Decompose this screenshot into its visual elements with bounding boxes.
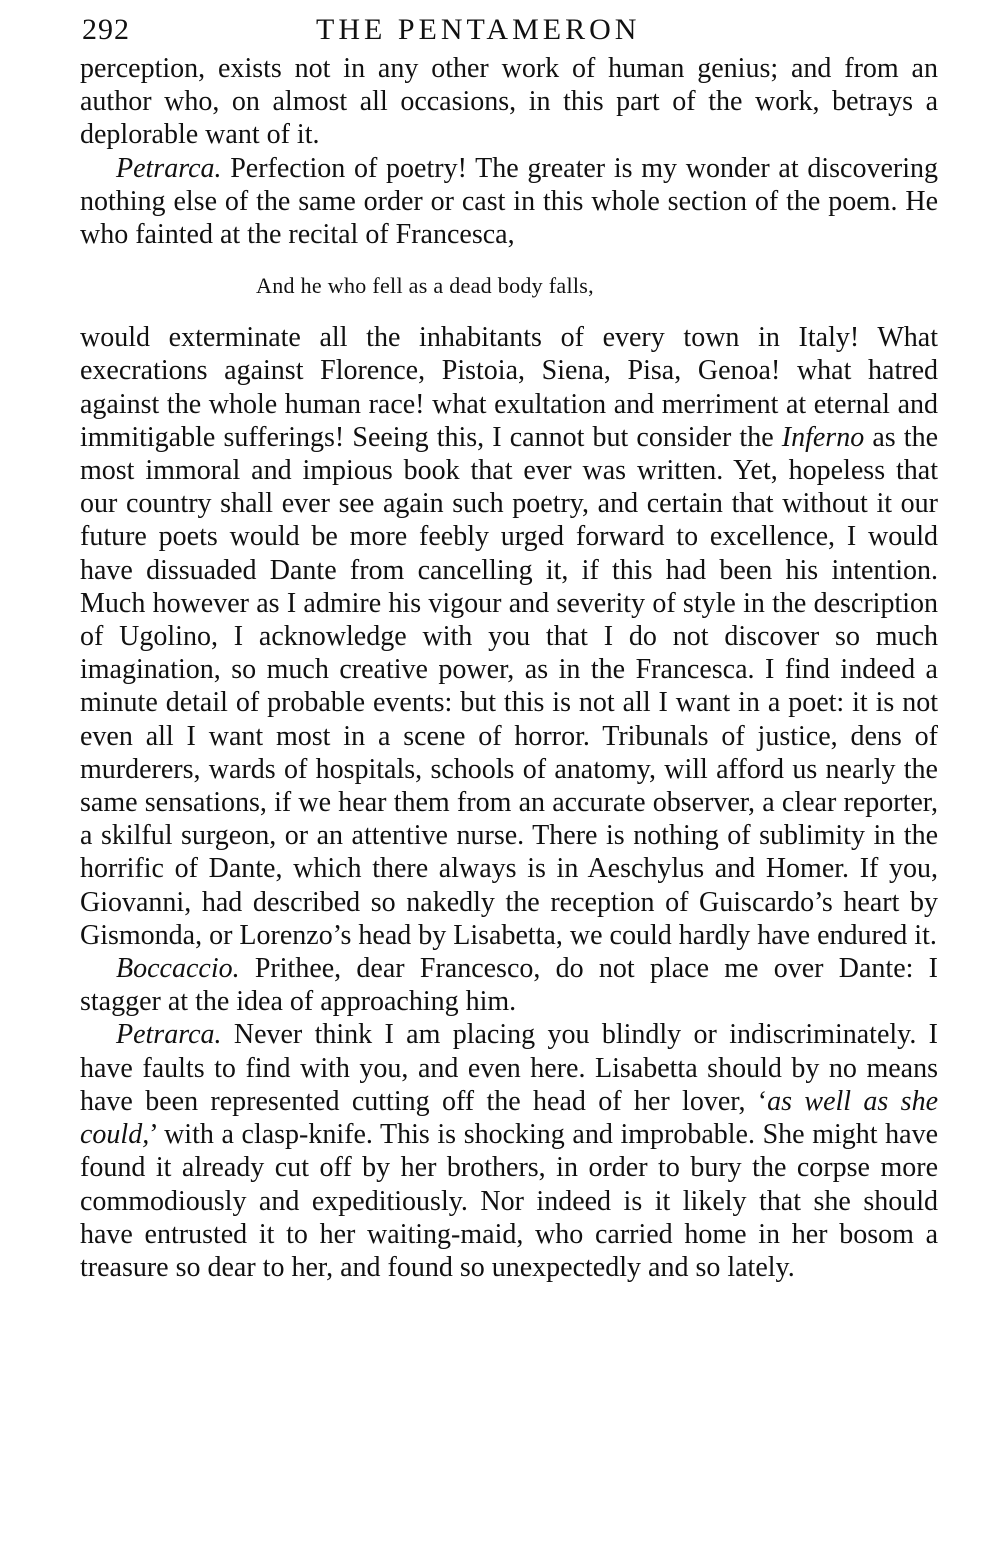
paragraph-text: Prithee, dear Francesco, do not place me over Dante: I stagger at the idea of approaching him.: [80, 953, 938, 1018]
paragraph-petrarca-1: [80, 152, 938, 252]
speaker-name: Petrarca.: [116, 1019, 222, 1051]
body-text: [80, 52, 938, 1284]
paragraph-text: perception, exists not in any other work of human genius; and from an author who, on almost all occasions, in this part of the work, betrays a deplorable want of it.: [80, 53, 938, 151]
verse-quotation: And he who fell as a dead body falls,: [256, 273, 594, 299]
page-number: 292: [82, 13, 130, 46]
italic-quotation: as well as she could,: [80, 1085, 939, 1151]
paragraph-petrarca-continued: [80, 321, 938, 952]
paragraph-continuation: [80, 52, 938, 152]
speaker-name: Boccaccio.: [116, 953, 240, 985]
paragraph-text: Never think I am placing you blindly or indiscriminately. I have faults to find with you, and even here. Lisabetta should by no means have been represented cutting off the head of her lover, ‘: [80, 1019, 938, 1117]
paragraph-text: would exterminate all the inhabitants of every town in Italy! What execrations against Florence, Pistoia, Siena, Pisa, Genoa! what hatred against the whole human race! what exultation and merriment at eternal and immitigable sufferings! Seeing this, I cannot but consider the: [80, 322, 938, 453]
paragraph-petrarca-2: [80, 1018, 938, 1284]
page-header: [80, 8, 938, 52]
paragraph-text: as the most immoral and impious book that ever was written. Yet, hopeless that our country shall ever see again such poetry, and certain that without it our future poets would be more feebly urged forward to excellence, I would have dissuaded Dante from cancelling it, if this had been his intention. Much however as I admire his vigour and severity of style in the description of Ugolino, I acknowledge with you that I do not discover so much imagination, so much creative power, as in the Francesca. I find indeed a minute detail of probable events: but this is not all I want in a poet: it is not even all I want most in a scene of horror. Tribunals of justice, dens of murderers, wards of hospitals, schools of anatomy, will afford us nearly the same sensations, if we hear them from an accurate observer, a clear reporter, a skilful surgeon, or an attentive nurse. There is nothing of sublimity in the horrific of Dante, which there always is in Aeschylus and Homer. If you, Giovanni, had described so nakedly the reception of Guiscardo’s heart by Gismonda, or Lorenzo’s head by Lisabetta, we could hardly have endured it.: [80, 421, 938, 951]
running-title: THE PENTAMERON: [316, 13, 641, 46]
paragraph-text: Perfection of poetry! The greater is my wonder at discovering nothing else of the same order or cast in this whole section of the poem. He who fainted at the recital of Francesca,: [80, 152, 938, 251]
speaker-name: Petrarca.: [116, 152, 222, 184]
work-title: Inferno: [781, 421, 865, 453]
paragraph-text: ’ with a clasp-knife. This is shocking and improbable. She might have found it already cut off by her brothers, in order to bury the corpse more commodiously and expeditiously. Nor indeed is it likely that she should have entrusted it to her waiting-maid, who carried home in her bosom a treasure so dear to her, and found so unexpectedly and so lately.: [80, 1119, 938, 1283]
book-page: [80, 8, 938, 1284]
paragraph-boccaccio: [80, 952, 938, 1018]
